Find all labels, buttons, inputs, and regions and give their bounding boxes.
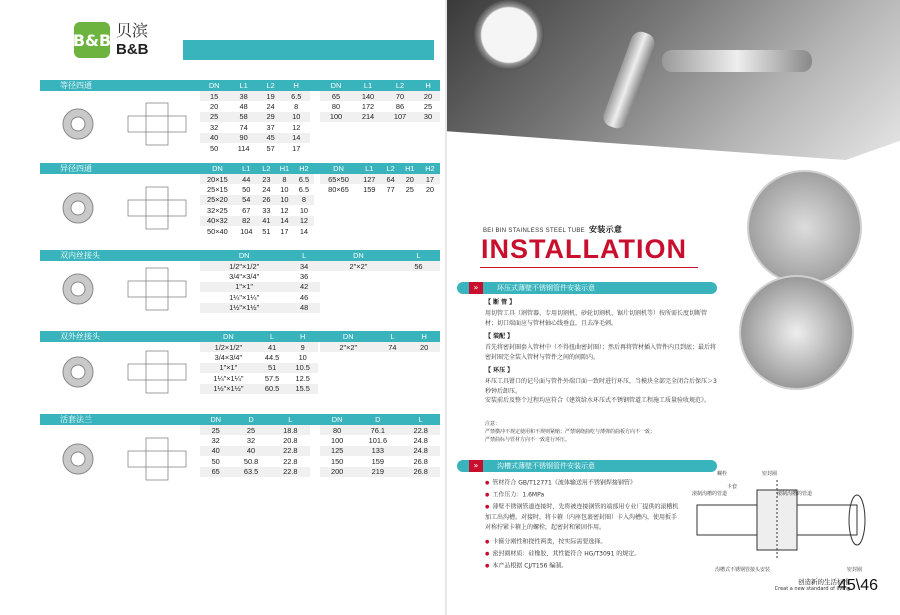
spec-table <box>320 250 440 271</box>
table-cell: 22.8 <box>271 456 310 466</box>
table-cell: 12 <box>282 122 310 132</box>
column-header: H <box>416 80 440 91</box>
spec-table <box>320 331 440 352</box>
column-header: L2 <box>384 80 416 91</box>
column-header: L1 <box>228 80 258 91</box>
product-photo <box>40 425 115 493</box>
chevron-icon-2: » <box>469 460 483 472</box>
table-cell: 114 <box>228 143 258 153</box>
divider <box>480 267 698 268</box>
column-header: DN <box>200 80 228 91</box>
table-cell: 37 <box>259 122 283 132</box>
table-cell: 172 <box>352 101 384 111</box>
table-cell: 3/4"×3/4" <box>200 271 288 281</box>
table-cell: 15.5 <box>287 384 318 394</box>
column-header: DN <box>320 250 397 261</box>
table-cell: 50 <box>200 456 231 466</box>
groove-joint-diagram <box>677 470 877 565</box>
table-cell: 40×32 <box>200 216 235 226</box>
spec-table <box>200 250 320 313</box>
column-header: H2 <box>294 163 314 174</box>
table-cell: 36 <box>288 271 320 281</box>
table-cell: 6.5 <box>294 184 314 194</box>
column-header: L2 <box>381 163 399 174</box>
table-row <box>200 425 310 435</box>
technical-diagram <box>117 425 197 493</box>
logo <box>74 22 149 58</box>
table-cell: 8 <box>294 195 314 205</box>
table-cell: 24 <box>259 101 283 111</box>
step-press-text: 环压工具钳口的记号面与管件外端口面一致时进行环压，当模块全部完全闭合后保压＞3秒钟后卸压。 <box>485 377 717 395</box>
bullet-item: ● 密封圈材质：硅橡胶，其性能符合 HG/T3091 的规定。 <box>485 549 685 560</box>
column-header: L1 <box>352 80 384 91</box>
table-cell: 29 <box>259 112 283 122</box>
bullet-item: ● 工作压力：1.6MPa <box>485 490 685 501</box>
header-bar <box>183 40 434 60</box>
table-cell: 26 <box>258 195 275 205</box>
table-cell: 40 <box>200 133 228 143</box>
column-header: L <box>377 331 409 342</box>
table-row <box>200 195 314 205</box>
step-assemble-title: 【 装配 】 <box>485 333 514 340</box>
table-cell: 8 <box>282 101 310 111</box>
label-seal: 密封圈 <box>762 471 778 477</box>
column-header: H2 <box>420 163 440 174</box>
table-cell: 32 <box>231 435 270 445</box>
table-cell: 42 <box>288 282 320 292</box>
table-cell: 74 <box>377 342 409 352</box>
table-row <box>200 467 310 477</box>
bullet-item: ● 本产品根据 CJ/T156 编制。 <box>485 561 685 572</box>
subtitle-en: BEI BIN STAINLESS STEEL TUBE <box>483 228 585 234</box>
table-row <box>200 91 310 101</box>
pipe-image-2 <box>662 50 812 72</box>
table-row <box>200 122 310 132</box>
table-cell: 1½"×1½" <box>200 384 257 394</box>
table-cell: 26.8 <box>401 456 440 466</box>
column-header: D <box>231 414 270 425</box>
table-cell: 44.5 <box>257 352 288 362</box>
technical-diagram <box>117 91 197 157</box>
table-cell: 58 <box>228 112 258 122</box>
table-cell: 100 <box>320 112 352 122</box>
table-cell: 54 <box>235 195 258 205</box>
table-cell: 25 <box>400 184 420 194</box>
table-cell: 8 <box>275 174 294 184</box>
column-header: L2 <box>258 163 275 174</box>
column-header: L <box>288 250 320 261</box>
table-cell: 60.5 <box>257 384 288 394</box>
column-header: DN <box>320 331 377 342</box>
section-1 <box>40 80 440 158</box>
product-photo <box>40 91 115 157</box>
table-cell: 1/2"×1/2" <box>200 261 288 271</box>
table-row <box>200 303 320 313</box>
logo-en: B&B <box>116 41 149 58</box>
table-row <box>320 112 440 122</box>
table-cell: 133 <box>354 446 401 456</box>
table-row <box>200 101 310 111</box>
table-cell: 67 <box>235 205 258 215</box>
table-cell: 200 <box>320 467 354 477</box>
table-cell: 70 <box>384 91 416 101</box>
table-cell: 219 <box>354 467 401 477</box>
table-cell: 32×25 <box>200 205 235 215</box>
slogan-cn: 创造新的生活标准 <box>798 578 850 586</box>
table-row <box>320 174 440 184</box>
table-cell: 65 <box>200 467 231 477</box>
caution <box>485 420 717 444</box>
table-cell: 32 <box>200 435 231 445</box>
table-cell: 25 <box>416 101 440 111</box>
table-cell: 57 <box>259 143 283 153</box>
spec-table <box>200 80 310 153</box>
table-cell: 25 <box>200 425 231 435</box>
product-photo <box>40 174 115 242</box>
column-header: L1 <box>357 163 381 174</box>
table-row <box>200 226 314 236</box>
table-cell: 32 <box>200 122 228 132</box>
table-cell: 50.8 <box>231 456 270 466</box>
table-cell: 22.8 <box>271 446 310 456</box>
pressure-gauge-icon <box>474 0 544 70</box>
table-cell: 1"×1" <box>200 282 288 292</box>
table-row <box>200 282 320 292</box>
table-cell: 25 <box>231 425 270 435</box>
column-header: DN <box>320 163 357 174</box>
column-header: H1 <box>400 163 420 174</box>
slogan-en: Creat a new standard of living <box>774 586 850 592</box>
table-cell: 1¼"×1¼" <box>200 373 257 383</box>
table-cell: 159 <box>357 184 381 194</box>
spec-table <box>200 331 318 394</box>
table-cell: 22.8 <box>271 467 310 477</box>
technical-diagram <box>117 342 197 402</box>
table-cell: 100 <box>320 435 354 445</box>
table-cell: 1¼"×1¼" <box>200 292 288 302</box>
table-row <box>200 384 318 394</box>
pressed-pipe-photo <box>739 275 854 390</box>
table-cell: 14 <box>275 216 294 226</box>
subtitle-cn: 安装示意 <box>589 225 623 234</box>
table-cell: 1/2×1/2" <box>200 342 257 352</box>
table-row <box>320 456 440 466</box>
table-cell: 76.1 <box>354 425 401 435</box>
table-cell: 51 <box>257 363 288 373</box>
logo-mark: B&B <box>74 22 110 58</box>
table-cell: 12.5 <box>287 373 318 383</box>
pipe-image <box>601 29 658 131</box>
caution-1: 严禁横冲不规定使用和不规则紧缩；严禁钢绕曲吃与薄弹的曲板方向不一致； <box>485 429 656 435</box>
table-cell: 101.6 <box>354 435 401 445</box>
table-cell: 18.8 <box>271 425 310 435</box>
step-assemble <box>485 332 717 364</box>
table-cell: 80 <box>320 425 354 435</box>
spec-table <box>320 163 440 195</box>
section-4 <box>40 331 440 403</box>
column-header: H <box>282 80 310 91</box>
table-cell: 41 <box>258 216 275 226</box>
step-cut <box>485 298 717 330</box>
table-cell: 25 <box>200 112 228 122</box>
table-cell: 50 <box>235 184 258 194</box>
table-cell: 12 <box>275 205 294 215</box>
table-cell: 65 <box>320 91 352 101</box>
table-cell: 44 <box>235 174 258 184</box>
table-row <box>320 446 440 456</box>
table-cell: 80×65 <box>320 184 357 194</box>
table-cell: 20×15 <box>200 174 235 184</box>
spec-table <box>320 80 440 122</box>
column-header: DN <box>200 163 235 174</box>
section-label: 双外丝接头 <box>40 331 115 342</box>
table-cell: 77 <box>381 184 399 194</box>
label-groove-pipe: 滚制沟槽的管道 <box>692 491 728 497</box>
table-cell: 6.5 <box>282 91 310 101</box>
table-cell: 38 <box>228 91 258 101</box>
column-header: DN <box>200 414 231 425</box>
step-assemble-text: 首先将密封圈套入管材中（不得扭曲密封圈）；然后再将管材插入管件内且到底；最后将密封圈完全装入管材与管件之间的间隙内。 <box>485 343 717 361</box>
table-cell: 17 <box>282 143 310 153</box>
table-cell: 17 <box>420 174 440 184</box>
diagram-caption: 沟槽式不锈钢管接头安装 <box>715 567 771 573</box>
chevron-icon: » <box>469 282 483 294</box>
column-header: L2 <box>259 80 283 91</box>
label-bolt: 螺栓 <box>717 471 728 477</box>
product-photo <box>40 261 115 317</box>
table-cell: 82 <box>235 216 258 226</box>
table-cell: 20.8 <box>271 435 310 445</box>
table-cell: 40 <box>200 446 231 456</box>
technical-diagram <box>117 174 197 242</box>
table-row <box>200 373 318 383</box>
table-cell: 74 <box>228 122 258 132</box>
table-cell: 63.5 <box>231 467 270 477</box>
section-label: 活套法兰 <box>40 414 115 425</box>
table-cell: 24 <box>258 184 275 194</box>
table-cell: 34 <box>288 261 320 271</box>
caution-2: 严禁曲标与管材方向不一致进行环压。 <box>485 437 571 443</box>
table-cell: 2"×2" <box>320 342 377 352</box>
column-header: L <box>257 331 288 342</box>
column-header: H1 <box>275 163 294 174</box>
spec-table <box>320 414 440 477</box>
standard-note: 安装前后及整个过程均应符合《建筑给水环压式不锈钢管道工程施工质量验收规范》。 <box>485 397 711 404</box>
table-row <box>200 143 310 153</box>
table-cell: 23 <box>258 174 275 184</box>
crimp-tool-photo <box>747 170 862 285</box>
step-press-title: 【 环压 】 <box>485 367 514 374</box>
logo-cn: 贝滨 <box>116 21 149 40</box>
table-cell: 25×20 <box>200 195 235 205</box>
table-row <box>200 363 318 373</box>
table-row <box>200 112 310 122</box>
spec-table <box>200 163 314 236</box>
table-row <box>200 456 310 466</box>
table-cell: 50 <box>200 143 228 153</box>
bullet-item: ● 薄壁不锈钢管道连接时，先将被连接钢管的端部用专业厂提供的滚槽机加工出沟槽。对接时，将卡箍（内座包裹密封圈）卡入沟槽内，使用扳手对称拧紧卡箍上的螺栓，起密封和紧固作用。 <box>485 502 680 533</box>
table-row <box>320 435 440 445</box>
label-clamp: 卡套 <box>727 484 738 490</box>
table-cell: 125 <box>320 446 354 456</box>
table-row <box>320 467 440 477</box>
table-row <box>320 342 440 352</box>
table-cell: 20 <box>200 101 228 111</box>
banner-groove: 沟槽式薄壁不锈钢管件安装示意 <box>457 460 717 472</box>
table-cell: 56 <box>397 261 440 271</box>
table-cell: 10 <box>287 352 318 362</box>
table-cell: 107 <box>384 112 416 122</box>
table-cell: 10 <box>275 195 294 205</box>
table-cell: 20 <box>408 342 440 352</box>
bullet-item: ● 管材符合 GB/T12771《流体输送用不锈钢焊接钢管》 <box>485 478 685 489</box>
table-cell: 50×40 <box>200 226 235 236</box>
table-row <box>200 435 310 445</box>
table-row <box>200 133 310 143</box>
table-cell: 10 <box>294 205 314 215</box>
table-cell: 20 <box>420 184 440 194</box>
section-5 <box>40 414 440 494</box>
column-header: DN <box>200 331 257 342</box>
table-cell: 10 <box>282 112 310 122</box>
table-cell: 22.8 <box>401 425 440 435</box>
table-cell: 86 <box>384 101 416 111</box>
table-row <box>200 216 314 226</box>
table-cell: 40 <box>231 446 270 456</box>
step-cut-title: 【 断 管 】 <box>485 299 516 306</box>
section-3 <box>40 250 440 318</box>
table-cell: 90 <box>228 133 258 143</box>
page-number: 45\46 <box>837 577 878 594</box>
table-row <box>200 352 318 362</box>
table-cell: 10.5 <box>287 363 318 373</box>
table-row <box>200 446 310 456</box>
table-row <box>200 205 314 215</box>
table-cell: 20 <box>416 91 440 101</box>
column-header: H <box>287 331 318 342</box>
table-row <box>200 174 314 184</box>
table-cell: 159 <box>354 456 401 466</box>
column-header: D <box>354 414 401 425</box>
step-press <box>485 366 717 398</box>
table-cell: 19 <box>259 91 283 101</box>
table-cell: 45 <box>259 133 283 143</box>
right-page <box>447 0 900 615</box>
table-cell: 140 <box>352 91 384 101</box>
column-header: DN <box>320 80 352 91</box>
table-cell: 2"×2" <box>320 261 397 271</box>
table-cell: 51 <box>258 226 275 236</box>
table-cell: 6.5 <box>294 174 314 184</box>
page-title: INSTALLATION <box>481 234 687 264</box>
table-row <box>320 91 440 101</box>
table-cell: 3/4×3/4" <box>200 352 257 362</box>
table-cell: 48 <box>288 303 320 313</box>
section-label: 双内丝接头 <box>40 250 115 261</box>
table-cell: 15 <box>200 91 228 101</box>
table-cell: 1"×1" <box>200 363 257 373</box>
table-cell: 150 <box>320 456 354 466</box>
table-row <box>320 184 440 194</box>
table-cell: 24.8 <box>401 446 440 456</box>
column-header: L <box>271 414 310 425</box>
table-cell: 104 <box>235 226 258 236</box>
table-row <box>200 271 320 281</box>
table-cell: 24.8 <box>401 435 440 445</box>
table-cell: 48 <box>228 101 258 111</box>
table-cell: 65×50 <box>320 174 357 184</box>
left-page <box>0 0 445 615</box>
table-row <box>320 425 440 435</box>
label-groove-pipe-2: 滚制沟槽的管道 <box>777 491 813 497</box>
table-cell: 9 <box>287 342 318 352</box>
table-cell: 20 <box>400 174 420 184</box>
table-cell: 10 <box>275 184 294 194</box>
table-row <box>200 342 318 352</box>
column-header: L <box>401 414 440 425</box>
table-cell: 41 <box>257 342 288 352</box>
machine-photo <box>447 0 900 160</box>
table-cell: 14 <box>294 226 314 236</box>
table-cell: 1½"×1½" <box>200 303 288 313</box>
table-cell: 46 <box>288 292 320 302</box>
caution-title: 注意： <box>485 421 501 427</box>
table-cell: 12 <box>294 216 314 226</box>
table-cell: 26.8 <box>401 467 440 477</box>
table-cell: 25×15 <box>200 184 235 194</box>
table-cell: 127 <box>357 174 381 184</box>
table-cell: 64 <box>381 174 399 184</box>
table-cell: 214 <box>352 112 384 122</box>
table-row <box>320 261 440 271</box>
section-2 <box>40 163 440 243</box>
table-cell: 14 <box>282 133 310 143</box>
table-row <box>320 101 440 111</box>
column-header: L <box>397 250 440 261</box>
banner-ring-press: 环压式薄壁不锈钢管件安装示意 <box>457 282 717 294</box>
spec-table <box>200 414 310 477</box>
table-row <box>200 261 320 271</box>
table-row <box>200 292 320 302</box>
column-header: H <box>408 331 440 342</box>
bullet-item: ● 卡箍分刚性和挠性两类，按实际需要选择。 <box>485 537 685 548</box>
table-cell: 80 <box>320 101 352 111</box>
table-row <box>200 184 314 194</box>
product-photo <box>40 342 115 402</box>
technical-diagram <box>117 261 197 317</box>
table-cell: 17 <box>275 226 294 236</box>
section-label: 等径四通 <box>40 80 115 91</box>
section-label: 异径四通 <box>40 163 115 174</box>
label-seal-2: 密封圈 <box>847 567 863 573</box>
table-cell: 33 <box>258 205 275 215</box>
table-cell: 30 <box>416 112 440 122</box>
step-cut-text: 用切管工具（割管器、专用切割机、砂轮切割机、锯片切割机等）按所需长度切断管材；切口端面应与管材轴心线垂直，且去净毛刺。 <box>485 309 708 327</box>
column-header: DN <box>320 414 354 425</box>
table-cell: 57.5 <box>257 373 288 383</box>
column-header: L1 <box>235 163 258 174</box>
column-header: DN <box>200 250 288 261</box>
